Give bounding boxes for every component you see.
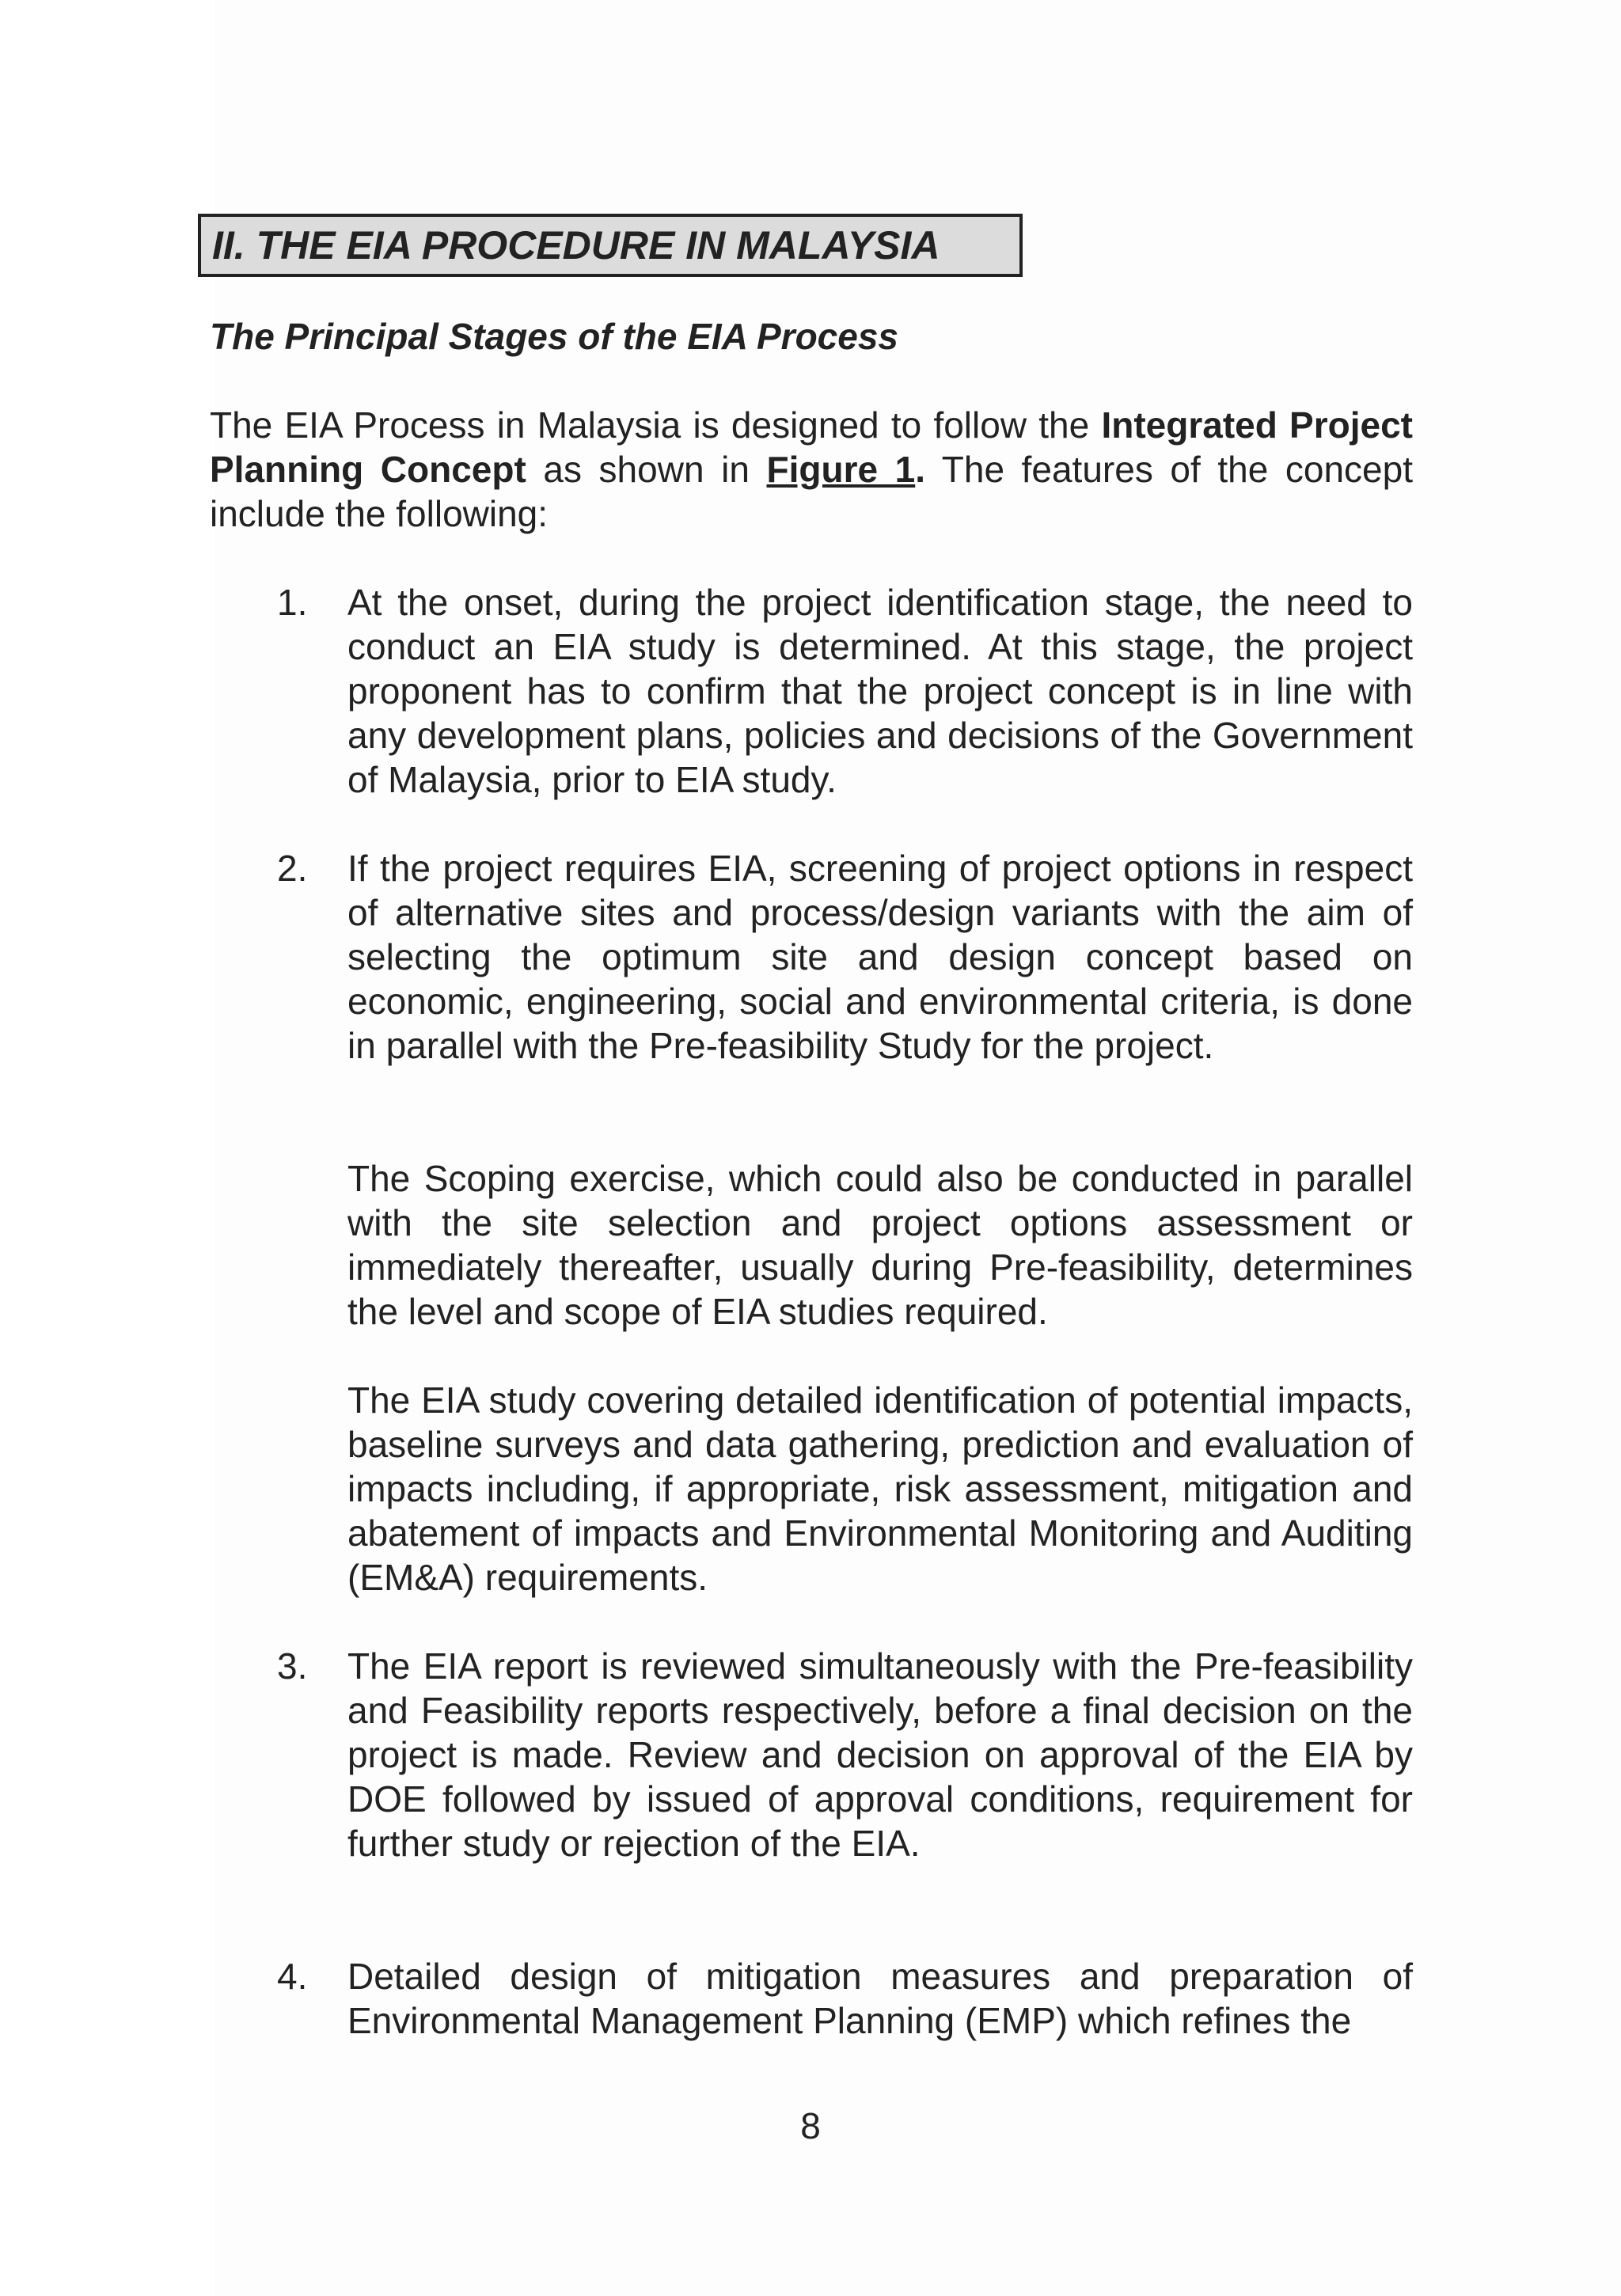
list-item-number: 1.	[277, 582, 308, 623]
list-item-paragraph: If the project requires EIA, screening of project options in respect of alternative sites and process/design variants with the aim of selecting the optimum site and design concept based on economic, engineering, social and environmental criteria, is done in parallel with the Pre-feasibility Study for the project.	[347, 848, 1413, 1066]
list-item-paragraph: At the onset, during the project identification stage, the need to conduct an EIA study is determined. At this stage, the project proponent has to confirm that the project concept is in line with any development plans, policies and decisions of the Government of Malaysia, prior to EIA study.	[347, 582, 1413, 800]
intro-text-before: The EIA Process in Malaysia is designed to follow the	[210, 404, 1102, 446]
list-item-paragraph: Detailed design of mitigation measures and preparation of Environmental Management Planning (EMP) which refines the	[347, 1956, 1413, 2041]
list-item-paragraph: The Scoping exercise, which could also be conducted in parallel with the site selection and project options assessment or immediately thereafter, usually during Pre-feasibility, determines the level and scope of EIA studies required.	[347, 1158, 1413, 1332]
list-item-number: 3.	[277, 1645, 308, 1687]
list-item-paragraph: The EIA report is reviewed simultaneously with the Pre-feasibility and Feasibility reports respectively, before a final decision on the project is made. Review and decision on approval of the EIA by DOE followed by issued of approval conditions, requirement for further study or rejection of the EIA.	[347, 1645, 1413, 1864]
section-title: II. THE EIA PROCEDURE IN MALAYSIA	[198, 214, 1023, 277]
intro-paragraph	[210, 403, 1413, 536]
list-item-paragraph: The EIA study covering detailed identification of potential impacts, baseline surveys and data gathering, prediction and evaluation of impacts including, if appropriate, risk assessment, mitigation and abatement of impacts and Environmental Monitoring and Auditing (EM&A) requirements.	[347, 1379, 1413, 1598]
page-number: 8	[800, 2105, 821, 2146]
section-subtitle: The Principal Stages of the EIA Process	[210, 316, 899, 357]
intro-text-middle: as shown in	[526, 449, 767, 490]
intro-bold-concept: Integrated Project Planning Concept	[210, 404, 1413, 490]
intro-text-after: The features of the concept include the following:	[210, 449, 1413, 534]
intro-period: .	[915, 449, 926, 490]
list-item-number: 2.	[277, 848, 308, 889]
figure-1-link[interactable]: Figure 1	[766, 449, 916, 490]
list-item-number: 4.	[277, 1956, 308, 1997]
